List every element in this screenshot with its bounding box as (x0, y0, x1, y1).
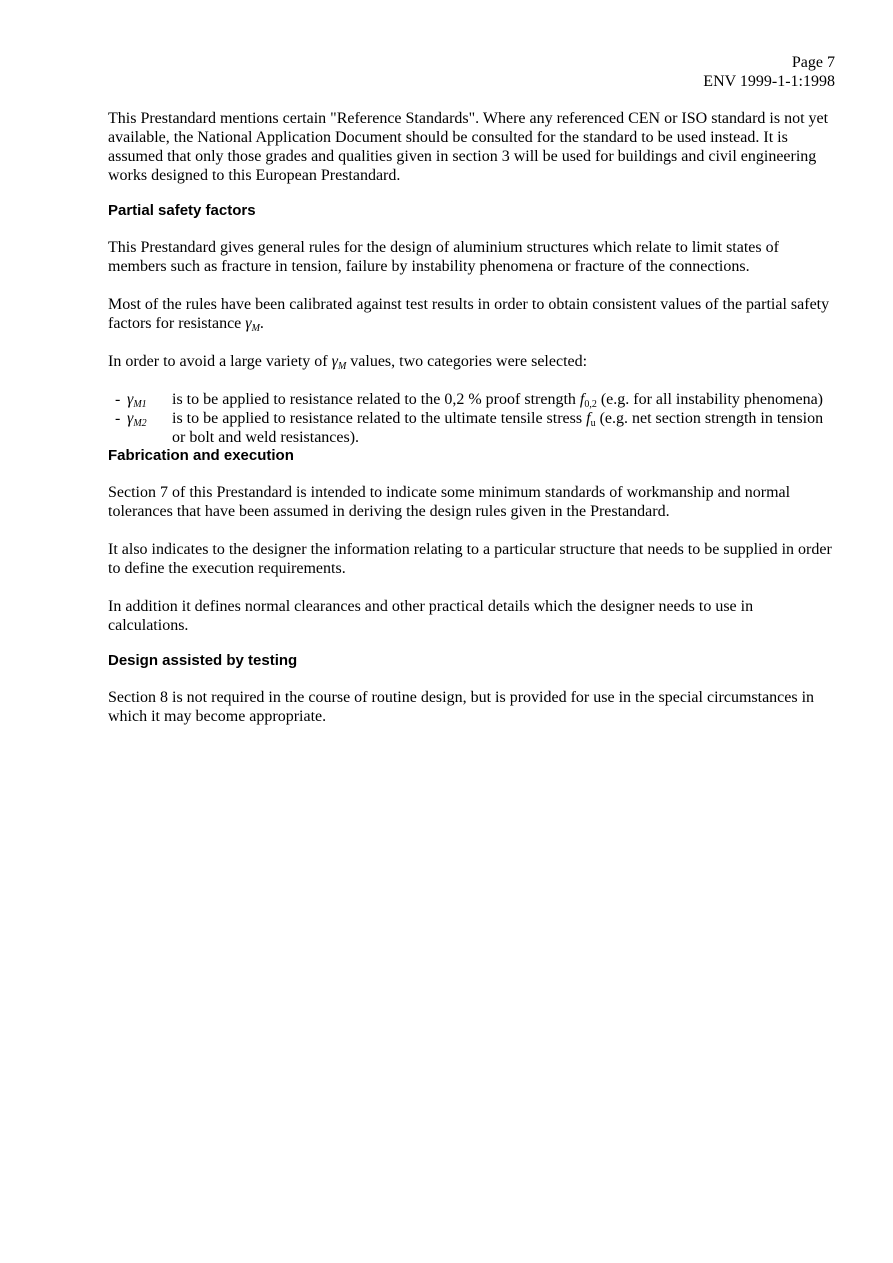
list-symbol (127, 409, 172, 428)
partial-safety-paragraph-3-before: In order to avoid a large variety of (108, 353, 332, 370)
list-text-before: is to be applied to resistance related to the 0,2 % proof strength (172, 391, 580, 408)
gamma-subscript: M (337, 361, 347, 372)
gamma-symbol: γ (245, 315, 252, 332)
partial-safety-paragraph-1: This Prestandard gives general rules for the design of aluminium structures which relate to limit states of members such as fracture in tension, failure by instability phenomena or fracture of the connections. (108, 239, 779, 275)
safety-factor-list (108, 390, 836, 447)
page-number: Page 7 (791, 54, 835, 71)
heading-partial-safety-factors: Partial safety factors (108, 202, 256, 219)
list-text-after: (e.g. for all instability phenomena) (596, 391, 823, 408)
gamma-symbol: γ (331, 353, 338, 370)
fabrication-paragraph-1: Section 7 of this Prestandard is intended to indicate some minimum standards of workmanship and normal tolerances that have been assumed in deriving the design rules given in the Prestandard. (108, 484, 791, 520)
list-dash: - (115, 410, 121, 427)
document-code: ENV 1999-1-1:1998 (703, 73, 835, 90)
f-subscript: u (590, 418, 596, 429)
page-header (703, 53, 835, 91)
list-symbol (127, 390, 172, 409)
list-item (108, 409, 836, 447)
list-item (108, 390, 836, 409)
f-symbol: f (579, 391, 585, 408)
partial-safety-paragraph-2-end: . (259, 315, 264, 332)
intro-paragraph: This Prestandard mentions certain "Reference Standards". Where any referenced CEN or ISO standard is not yet available, the National Application Document should be consulted for the standard to be used instead. It is assumed that only those grades and qualities given in section 3 will be used for buildings and civil engineering works designed to this European Prestandard. (108, 110, 829, 184)
gamma-symbol: γ (127, 410, 134, 427)
gamma-subscript: M1 (133, 399, 147, 410)
f-subscript: 0,2 (584, 399, 597, 410)
list-dash: - (115, 391, 121, 408)
list-text-after: (e.g. net section strength in tension or bolt and weld resistances). (172, 410, 824, 446)
fabrication-paragraph-3: In addition it defines normal clearances and other practical details which the designer needs to use in calculations. (108, 598, 754, 634)
design-testing-paragraph-1: Section 8 is not required in the course of routine design, but is provided for use in the special circumstances in which it may become appropriate. (108, 689, 815, 725)
gamma-subscript: M2 (133, 418, 147, 429)
heading-fabrication-and-execution: Fabrication and execution (108, 447, 294, 464)
gamma-subscript: M (251, 323, 260, 334)
gamma-symbol: γ (127, 391, 134, 408)
partial-safety-paragraph-3-after: values, two categories were selected: (346, 353, 588, 370)
partial-safety-paragraph-3 (108, 352, 836, 371)
partial-safety-paragraph-2-text: Most of the rules have been calibrated against test results in order to obtain consistent values of the partial safety factors for resistance (108, 296, 830, 332)
partial-safety-paragraph-2 (108, 295, 836, 333)
heading-design-assisted-by-testing: Design assisted by testing (108, 652, 298, 669)
page-content (108, 109, 836, 726)
f-symbol: f (586, 410, 591, 427)
list-text-before: is to be applied to resistance related to the ultimate tensile stress (172, 410, 587, 427)
fabrication-paragraph-2: It also indicates to the designer the information relating to a particular structure that needs to be supplied in order to define the execution requirements. (108, 541, 832, 577)
